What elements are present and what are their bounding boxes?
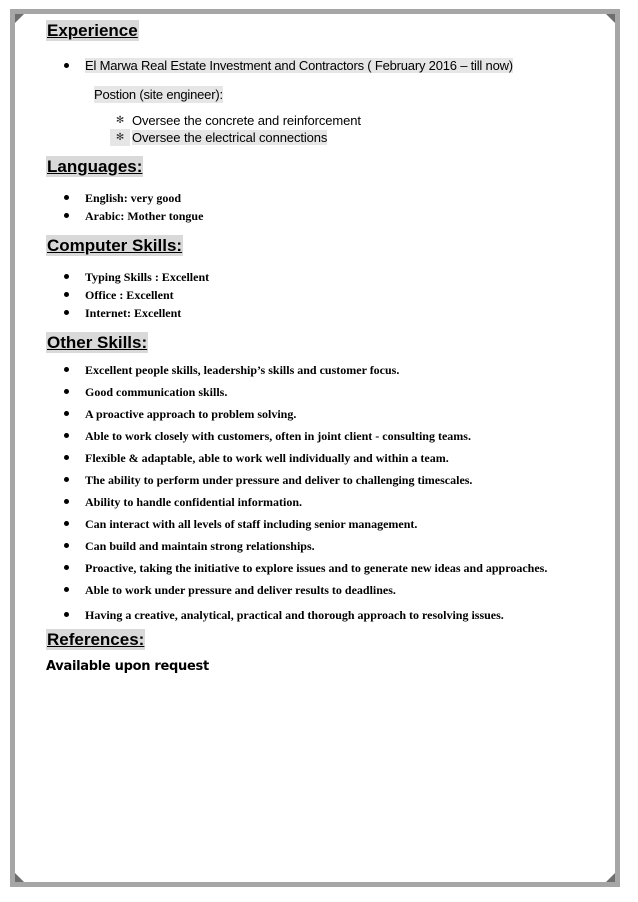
skill-text: Good communication skills. — [85, 385, 228, 399]
skill-text: Excellent people skills, leadership’s skills and customer focus. — [85, 363, 400, 377]
bullet-icon — [64, 292, 69, 297]
skill-text: Able to work under pressure and deliver results to deadlines. — [85, 583, 396, 597]
other-skills-section — [46, 332, 606, 623]
bullet-icon — [64, 310, 69, 315]
asterisk-bullet-icon: ✻ — [115, 115, 125, 126]
language-text: English: very good — [85, 191, 182, 205]
language-item — [46, 207, 606, 225]
bullet-icon — [64, 455, 69, 460]
computer-skill-item — [46, 268, 606, 286]
skill-text: A proactive approach to problem solving. — [85, 407, 297, 421]
skill-item — [46, 560, 606, 576]
duty-item — [46, 112, 606, 129]
bullet-icon — [64, 477, 69, 482]
asterisk-bullet-icon: ✻ — [110, 129, 130, 146]
bullet-icon — [64, 521, 69, 526]
computer-skills-heading: Computer Skills: — [47, 236, 183, 255]
corner-ornament-bottom-right — [606, 873, 615, 882]
skill-text: Having a creative, analytical, practical and thorough approach to resolving issues. — [85, 608, 504, 622]
skill-item — [46, 428, 606, 444]
language-item — [46, 189, 606, 207]
corner-ornament-bottom-left — [15, 873, 24, 882]
corner-ornament-top-right — [606, 14, 615, 23]
job-title: El Marwa Real Estate Investment and Contractors ( February 2016 – till now) — [85, 58, 513, 73]
skill-text: Can build and maintain strong relationships. — [85, 539, 315, 553]
references-heading: References: — [47, 630, 145, 649]
skill-text: The ability to perform under pressure and deliver to challenging timescales. — [85, 473, 473, 487]
bullet-icon — [64, 274, 69, 279]
references-section — [46, 629, 606, 674]
skill-item — [46, 362, 606, 378]
skill-text: Can interact with all levels of staff including senior management. — [85, 517, 418, 531]
skill-text: Flexible & adaptable, able to work well individually and within a team. — [85, 451, 449, 465]
bullet-icon — [64, 367, 69, 372]
skill-text: Ability to handle confidential information. — [85, 495, 303, 509]
corner-ornament-top-left — [15, 14, 24, 23]
computer-skill-text: Typing Skills : Excellent — [85, 270, 210, 284]
bullet-icon — [64, 411, 69, 416]
skill-item — [46, 384, 606, 400]
duty-text: Oversee the electrical connections — [132, 130, 328, 145]
references-text: Available upon request — [46, 659, 209, 674]
duty-item — [46, 129, 606, 146]
job-entry — [46, 57, 606, 74]
other-skills-list — [46, 362, 606, 623]
bullet-icon — [64, 612, 69, 617]
experience-list — [46, 57, 606, 74]
experience-heading: Experience — [47, 21, 138, 40]
position-title: Postion (site engineer): — [94, 87, 223, 102]
computer-skill-text: Internet: Excellent — [85, 306, 182, 320]
other-skills-heading: Other Skills: — [47, 333, 148, 352]
languages-heading: Languages: — [47, 157, 143, 176]
computer-skill-text: Office : Excellent — [85, 288, 174, 302]
skill-text: Proactive, taking the initiative to explore issues and to generate new ideas and approaches. — [85, 561, 548, 575]
bullet-icon — [64, 499, 69, 504]
skill-item — [46, 538, 606, 554]
bullet-icon — [64, 587, 69, 592]
languages-section — [46, 156, 606, 225]
computer-skill-item — [46, 286, 606, 304]
bullet-icon — [64, 195, 69, 200]
skill-item — [46, 582, 606, 598]
skill-item — [46, 607, 606, 623]
skill-item — [46, 406, 606, 422]
computer-skills-list — [46, 268, 606, 322]
bullet-icon — [64, 389, 69, 394]
duties-list — [46, 112, 606, 146]
skill-item — [46, 516, 606, 532]
computer-skill-item — [46, 304, 606, 322]
bullet-icon — [64, 565, 69, 570]
bullet-icon — [64, 433, 69, 438]
resume-page-content — [46, 20, 606, 674]
bullet-icon — [64, 63, 69, 68]
bullet-icon — [64, 543, 69, 548]
language-text: Arabic: Mother tongue — [85, 209, 204, 223]
skill-text: Able to work closely with customers, often in joint client - consulting teams. — [85, 429, 471, 443]
skill-item — [46, 450, 606, 466]
languages-list — [46, 189, 606, 225]
duty-text: Oversee the concrete and reinforcement — [132, 113, 361, 128]
skill-item — [46, 472, 606, 488]
skill-item — [46, 494, 606, 510]
computer-skills-section — [46, 235, 606, 322]
experience-section — [46, 20, 606, 146]
bullet-icon — [64, 213, 69, 218]
